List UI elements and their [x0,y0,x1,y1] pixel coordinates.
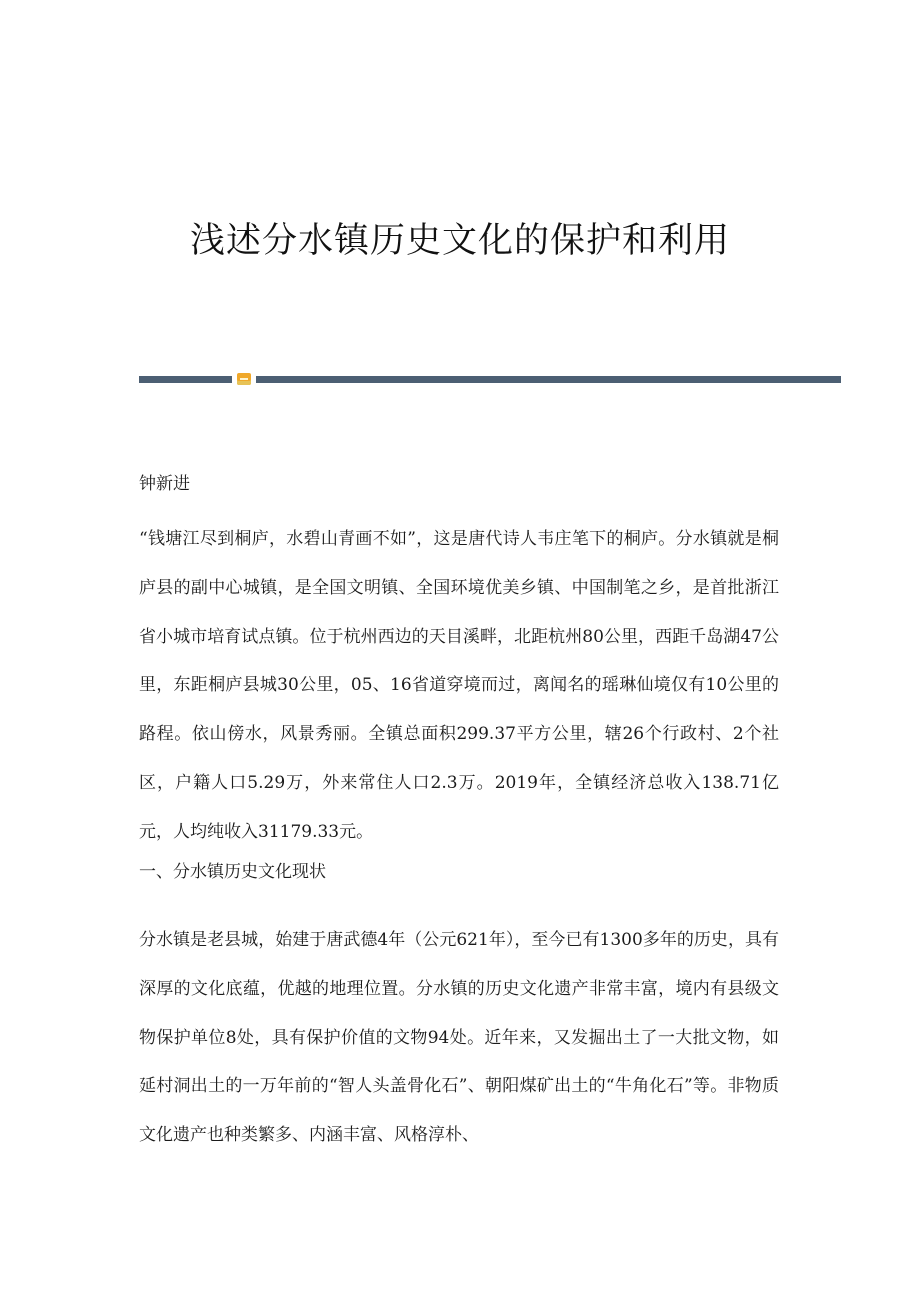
document-title: 浅述分水镇历史文化的保护和利用 [189,221,730,261]
divider-bar-left [139,376,232,383]
paragraph-history: 分水镇是老县城，始建于唐武德4年（公元621年），至今已有1300多年的历史，具有深厚的文化底蕴，优越的地理位置。分水镇的历史文化遗产非常丰富，境内有县级文物保护单位8处，具有保护价值的文物94处。近年来，又发掘出土了一大批文物，如延村洞出土的一万年前的“智人头盖骨化石”、朝阳煤矿出土的“牛角化石”等。非物质文化遗产也种类繁多、内涵丰富、风格淳朴、 [139,930,779,1146]
paragraph-intro: “钱塘江尽到桐庐，水碧山青画不如”，这是唐代诗人韦庄笔下的桐庐。分水镇就是桐庐县的副中心城镇，是全国文明镇、全国环境优美乡镇、中国制笔之乡，是首批浙江省小城市培育试点镇。位于杭州西边的天目溪畔，北距杭州80公里，西距千岛湖47公里，东距桐庐县城30公里，05、16省道穿境而过，离闻名的瑶琳仙境仅有10公里的路程。依山傍水，风景秀丽。全镇总面积299.37平方公里，辖26个行政村、2个社区，户籍人口5.29万，外来常住人口2.3万。2019年，全镇经济总收入138.71亿元，人均纯收入31179.33元。 [139,529,779,842]
title-divider [139,373,841,387]
author-name: 钟新进 [139,474,190,494]
section-heading: 一、分水镇历史文化现状 [139,862,326,882]
divider-bar-right [256,376,841,383]
divider-badge-icon [237,373,251,385]
